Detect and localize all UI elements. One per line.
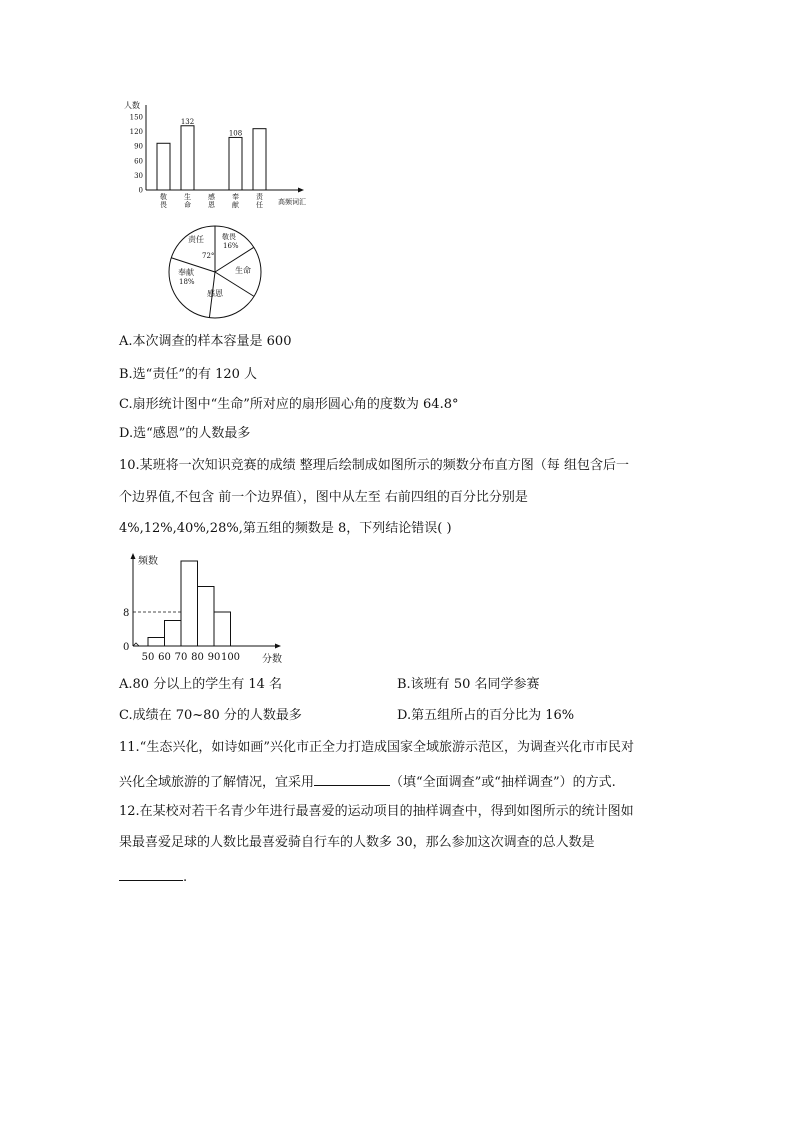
hist-xtick-label: 80 [191,652,204,663]
svg-text:敬: 敬 [160,193,167,201]
q10-option-d: D.第五组所占的百分比为 16% [397,708,575,723]
hist-bar-3 [198,587,215,647]
bar-category-label [256,192,264,209]
q9-option-b: B.选“责任”的有 120 人 [119,367,258,382]
hist-xtick-label: 90 [207,652,221,663]
q9-pie-chart [165,222,265,322]
hist-x-arrow [275,644,281,649]
pie-label-ganen: 感恩 [207,289,223,298]
hist-xtick-label: 100 [220,652,241,663]
bar-data-label: 132 [180,117,195,126]
bar-chart-ytick: 150 [129,113,143,122]
svg-text:恩: 恩 [208,201,215,209]
q11-answer-blank[interactable] [314,771,390,786]
svg-text:奉: 奉 [232,193,239,201]
pie-angle-label: 72° [202,252,215,260]
pie-sublabel-jingwei: 16% [223,242,239,250]
bar-data-label: 108 [228,129,243,138]
q12-end-period: . [183,870,188,885]
bar-chart-ytick: 60 [134,157,143,166]
q10-option-b: B.该班有 50 名同学参赛 [397,677,540,692]
q9-option-d: D.选“感恩”的人数最多 [119,426,251,441]
q10-option-c: C.成绩在 70~80 分的人数最多 [119,708,302,723]
hist-bar-1 [165,621,182,647]
hist-y-arrow [131,553,136,559]
hist-tick-8: 8 [123,608,130,619]
hist-bar-4 [214,612,231,646]
bar-3 [229,137,242,190]
hist-bar-2 [181,561,198,646]
bar-chart-ytick: 0 [138,186,143,195]
hist-xtick-label: 70 [174,652,188,663]
hist-origin-label: 0 [123,642,130,653]
hist-xlabel: 分数 [262,654,282,665]
pie-label-fengxian: 奉献 [178,268,194,277]
q12-text-line1: 12.在某校对若干名青少年进行最喜爱的运动项目的抽样调查中，得到如图所示的统计图如 [119,804,634,819]
pie-label-shengming: 生命 [235,266,251,275]
bar-chart-ylabel: 人数 [124,101,140,110]
q9-option-a: A.本次调查的样本容量是 600 [119,334,292,349]
bar-chart-ytick: 90 [134,142,143,151]
q9-bar-chart [118,100,318,215]
q10-text-line3: 4%,12%,40%,28%,第五组的频数是 8，下列结论错误( ) [119,521,452,536]
q11-line2-before: 兴化全域旅游的了解情况，宜采用 [119,775,315,790]
q10-text-line1: 10.某班将一次知识竞赛的成绩 整理后绘制成如图所示的频数分布直方图（每 组包含后一 [119,458,629,473]
q11-line2-after: （填“全面调查”或“抽样调查”）的方式. [390,775,616,790]
bar-category-label [208,192,216,209]
svg-text:任: 任 [256,201,263,209]
q9-option-c: C.扇形统计图中“生命”所对应的扇形圆心角的度数为 64.8° [119,397,459,412]
pie-sublabel-fengxian: 18% [179,278,195,286]
q12-answer-blank[interactable] [119,866,183,881]
q11-text-line1: 11.“生态兴化，如诗如画”兴化市正全力打造成国家全域旅游示范区，为调查兴化市市民对 [119,740,634,755]
svg-text:责: 责 [256,193,263,201]
svg-text:畏: 畏 [160,201,167,209]
bar-category-label [160,192,167,209]
q11-text-line2 [119,771,616,792]
bar-category-label [232,192,239,209]
hist-ylabel: 频数 [138,556,158,567]
q12-answer-line [119,866,187,887]
svg-text:生: 生 [184,193,191,201]
svg-text:命: 命 [184,201,191,209]
svg-text:献: 献 [232,201,239,209]
q10-histogram [118,550,298,665]
bar-0 [157,143,170,190]
bar-chart-ytick: 120 [129,128,143,137]
hist-bar-0 [148,638,165,647]
svg-text:感: 感 [208,193,215,201]
bar-chart-x-arrow [298,188,304,193]
bar-4 [253,129,266,190]
bar-category-label [184,192,191,209]
q10-option-a: A.80 分以上的学生有 14 名 [119,677,283,692]
hist-xtick-label: 50 [141,652,155,663]
bar-1 [181,126,194,190]
pie-label-jingwei: 敬畏 [222,233,236,241]
q12-text-line2: 果最喜爱足球的人数比最喜爱骑自行车的人数多 30，那么参加这次调查的总人数是 [119,835,595,850]
hist-xtick-label: 60 [158,652,171,663]
pie-label-zeren: 责任 [188,235,204,244]
bar-chart-ytick: 30 [134,171,143,180]
q10-text-line2: 个边界值,不包含 前一个边界值），图中从左至 右前四组的百分比分别是 [119,490,528,505]
bar-chart-xlabel: 高频词汇 [278,198,306,206]
